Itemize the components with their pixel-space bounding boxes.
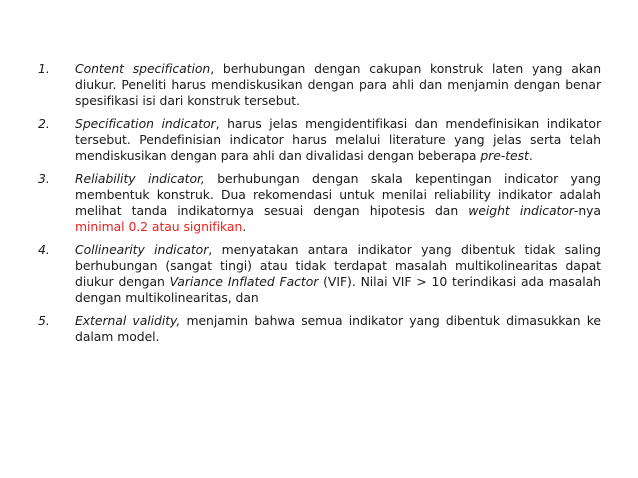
item-description: , harus jelas mengidentifikasi dan mendefinisikan indikator tersebut. Pendefinisian indicator harus melalui literature yang jelas serta telah mendiskusikan dengan para ahli dan divalidasi dengan beberapa	[75, 116, 601, 163]
item-text	[75, 61, 601, 109]
numbered-list	[38, 61, 601, 352]
list-item	[38, 116, 601, 164]
item-text	[75, 171, 601, 235]
item-description-end: .	[528, 148, 533, 163]
item-text	[75, 313, 601, 345]
item-number: 5.	[38, 313, 50, 328]
item-term: Content specification	[75, 61, 211, 76]
highlighted-text: minimal 0.2 atau signifikan	[75, 219, 243, 234]
item-text	[75, 242, 601, 306]
item-description: , menyatakan antara indikator yang dibentuk tidak saling berhubungan (sangat tingi) atau tidak terdapat masalah multikolinearitas dapat diukur dengan	[75, 242, 601, 289]
item-text	[75, 116, 601, 164]
list-item	[38, 242, 601, 306]
list-item	[38, 171, 601, 235]
item-description-end: (VIF). Nilai VIF > 10 terindikasi ada masalah dengan multikolinearitas, dan	[75, 274, 601, 305]
item-description: , berhubungan dengan cakupan konstruk laten yang akan diukur. Peneliti harus mendiskusikan dengan para ahli dan menjamin dengan benar spesifikasi isi dari konstruk tersebut.	[75, 61, 601, 108]
item-description-end: .	[242, 219, 247, 234]
item-term: Reliability indicator,	[75, 171, 205, 186]
item-number: 2.	[38, 116, 50, 131]
list-item	[38, 61, 601, 109]
item-term: Collinearity indicator	[75, 242, 209, 257]
item-number: 4.	[38, 242, 50, 257]
item-term: External validity,	[75, 313, 181, 328]
item-number: 1.	[38, 61, 50, 76]
item-emphasis: Variance Inflated Factor	[169, 274, 319, 289]
list-item	[38, 313, 601, 345]
item-description-mid: -nya	[573, 203, 601, 218]
item-term: Specification indicator	[75, 116, 216, 131]
item-description: berhubungan dengan skala kepentingan indicator yang membentuk konstruk. Dua rekomendasi untuk menilai reliability indikator adalah melihat tanda indikatornya sesuai dengan hipotesis dan	[75, 171, 602, 218]
item-description: menjamin bahwa semua indikator yang dibentuk dimasukkan ke dalam model.	[75, 313, 601, 344]
item-emphasis: weight indicator	[468, 203, 574, 218]
item-number: 3.	[38, 171, 50, 186]
item-emphasis: pre-test	[480, 148, 529, 163]
